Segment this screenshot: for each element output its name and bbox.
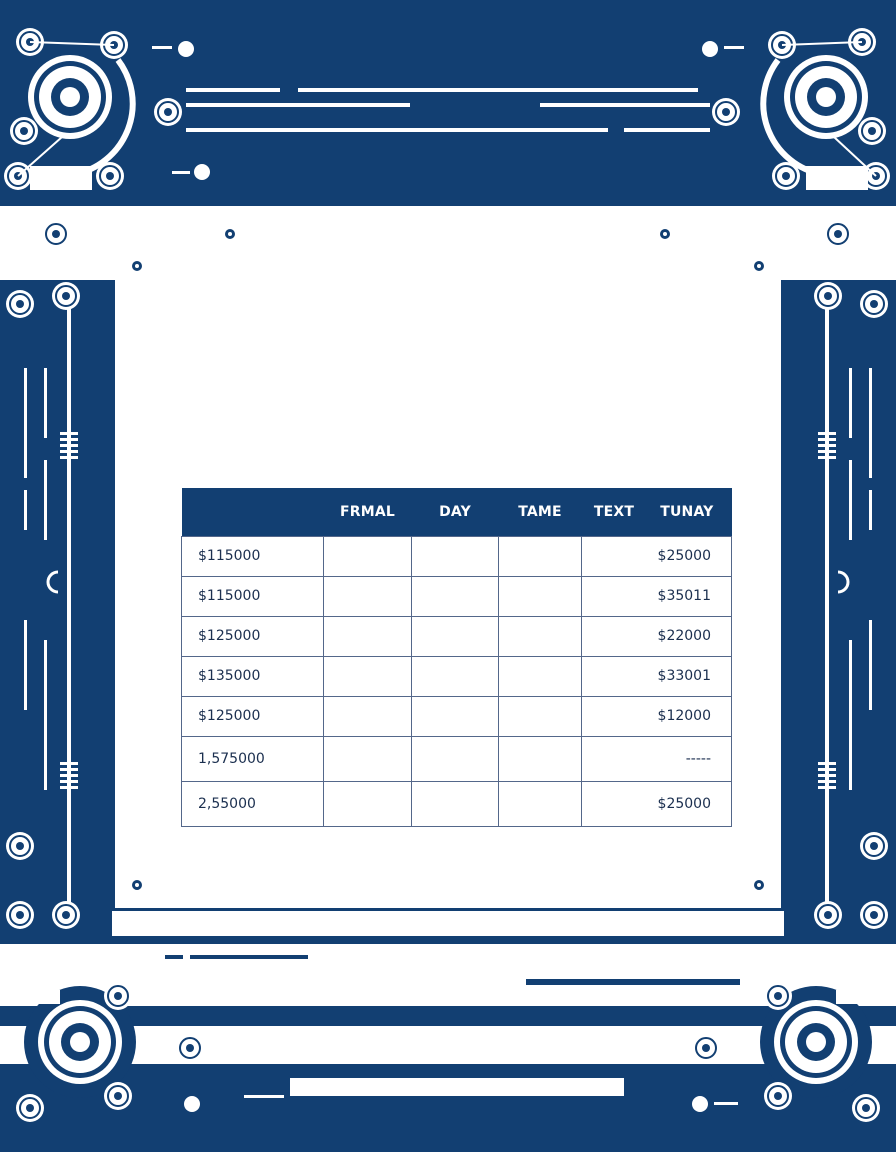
table-cell: 2,55000	[182, 781, 324, 826]
table-header-row	[182, 488, 732, 536]
table-cell	[499, 576, 582, 616]
table-row	[182, 736, 732, 781]
header-cell: FRMAL	[339, 503, 396, 520]
table-row	[182, 696, 732, 736]
table-cell	[499, 616, 582, 656]
table-cell: $33001	[582, 656, 732, 696]
header-cell: TAME	[518, 503, 562, 520]
table-cell	[324, 736, 412, 781]
table-cell	[412, 656, 499, 696]
table-cell	[412, 576, 499, 616]
table-cell: -----	[582, 736, 732, 781]
table-cell	[324, 656, 412, 696]
data-table	[181, 488, 732, 827]
table-cell: $25000	[582, 781, 732, 826]
table-cell	[412, 696, 499, 736]
table-cell	[412, 616, 499, 656]
table-cell	[412, 536, 499, 576]
table-cell: $22000	[582, 616, 732, 656]
table-cell: 1,575000	[182, 736, 324, 781]
table-cell	[412, 781, 499, 826]
table-row	[182, 536, 732, 576]
table-cell	[324, 536, 412, 576]
table-row	[182, 781, 732, 826]
table-cell	[499, 536, 582, 576]
table-cell: $115000	[182, 576, 324, 616]
table-cell: $125000	[182, 616, 324, 656]
table-cell	[324, 781, 412, 826]
data-table-container	[181, 488, 731, 827]
table-cell: $25000	[582, 536, 732, 576]
table-cell	[324, 576, 412, 616]
table-cell	[499, 656, 582, 696]
header-cell: TEXT	[593, 503, 635, 520]
header-cell	[182, 488, 324, 536]
table-cell: $125000	[182, 696, 324, 736]
table-cell	[412, 736, 499, 781]
header-cell: DAY	[439, 503, 471, 520]
table-cell: $135000	[182, 656, 324, 696]
table-row	[182, 616, 732, 656]
header-cell: TUNAY	[660, 503, 714, 520]
table-cell: $35011	[582, 576, 732, 616]
table-cell	[324, 696, 412, 736]
table-cell: $12000	[582, 696, 732, 736]
table-cell	[324, 616, 412, 656]
table-cell	[499, 696, 582, 736]
table-cell	[499, 781, 582, 826]
table-row	[182, 576, 732, 616]
table-cell: $115000	[182, 536, 324, 576]
table-row	[182, 656, 732, 696]
table-cell	[499, 736, 582, 781]
